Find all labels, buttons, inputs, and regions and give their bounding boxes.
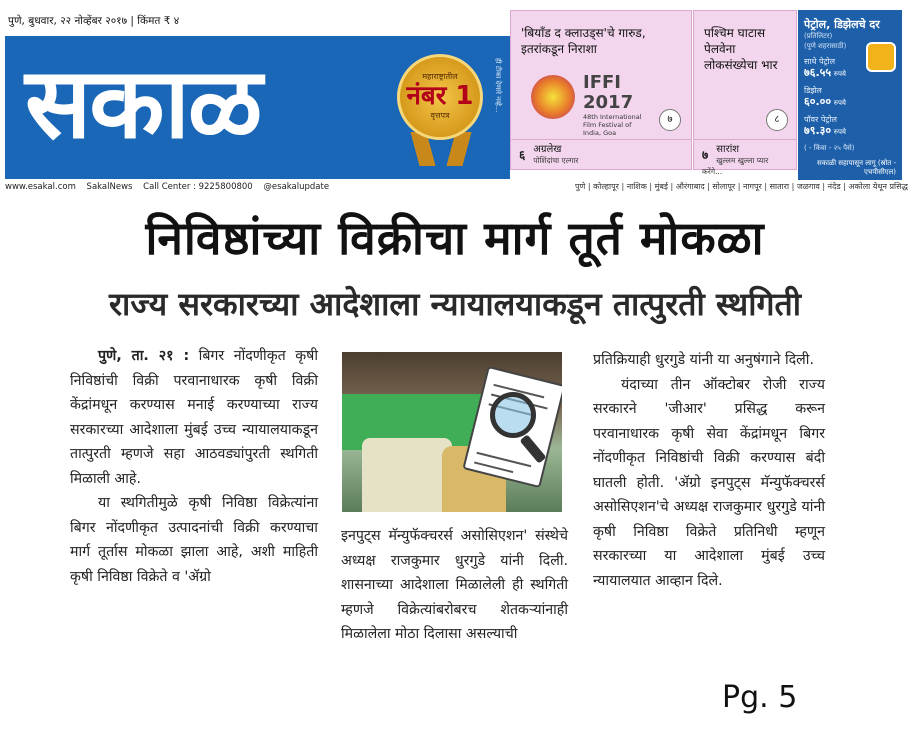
fuel-price: ७६.५५ (804, 66, 832, 79)
fuel-unit: रुपये (833, 70, 846, 78)
article-dateline: पुणे, ता. २१ : (98, 348, 190, 364)
number-one-badge (397, 54, 483, 140)
fuel-unit: रुपये (833, 128, 846, 136)
promo-footer-title: सारांश (716, 144, 740, 155)
article-column-3 (593, 348, 825, 593)
masthead-dateline: पुणे, बुधवार, २२ नोव्हेंबर २०१७ | किंमत ₹ ४ (8, 15, 180, 27)
promo-footer (694, 139, 796, 176)
promo-footer-page: ६ (519, 148, 526, 162)
promo-page-number: ७ (659, 109, 681, 131)
masthead (5, 6, 908, 194)
social-link[interactable]: SakalNews (86, 182, 133, 192)
fuel-city: (पुणे शहरासाठी) (804, 42, 847, 50)
article-photo (342, 352, 562, 512)
call-center-text: Call Center : 9225800800 (143, 182, 253, 192)
fuel-credit: सकाळी सहापासून लागू (स्रोत - एचपीसीएल) (817, 159, 896, 176)
promo-footer-title: अग्रलेख (533, 144, 562, 155)
promo-footer-text: पोशिंदांचा एल्गार (533, 156, 579, 165)
fuel-subtitle: (प्रतिलिटर) (804, 32, 833, 40)
promo-footer (511, 139, 691, 169)
article-paragraph (70, 344, 318, 491)
fuel-unit: रुपये (833, 99, 846, 107)
iffi-caption (583, 73, 643, 137)
fuel-label: पॉवर पेट्रोल (804, 115, 837, 124)
fuel-row (804, 114, 896, 138)
update-handle[interactable]: @esakalupdate (263, 182, 330, 192)
article-column-2 (341, 524, 568, 647)
promo-box-iffi[interactable] (510, 10, 692, 170)
article-headline: निविष्ठांच्या विक्रीचा मार्ग तूर्त मोकळा (145, 211, 765, 265)
fuel-pump-icon (866, 42, 896, 72)
article-subheadline: राज्य सरकारच्या आदेशाला न्यायालयाकडून तात्पुरती स्थगिती (108, 285, 802, 323)
fuel-price-box (798, 10, 902, 180)
fuel-label: साधे पेट्रोल (804, 57, 836, 66)
iffi-year: IFFI 2017 (583, 72, 634, 113)
fuel-label: डिझेल (804, 86, 822, 95)
fuel-price: ७९.३० (804, 124, 832, 137)
article-paragraph: यंदाच्या तीन ऑक्टोबर रोजी राज्य सरकारने 'जीआर' प्रसिद्ध करून परवानाधारक कृषी सेवा केंद्रांमधून बिगर नोंदणीकृत निविष्ठांची विक्री करण्यास बंदी घातली होती. 'ॲग्रो इनपुट्स मॅन्युफॅक्चरर्स असोसिएशन'चे अध्यक्ष राजकुमार धुरगुडे यांनी कृषी निविष्ठा विक्रेते प्रतिनिधी म्हणून सरकारच्या या आदेशाला मुंबई उच्च न्यायालयात आव्हान दिले. (593, 376, 825, 589)
promo-footer-text: खुल्लम खुल्ला प्यार करेंगे... (702, 156, 769, 176)
article-paragraph: इनपुट्स मॅन्युफॅक्चरर्स असोसिएशन' संस्थेचे अध्यक्ष राजकुमार धुरगुडे यांनी दिली. शासनाच्या आदेशाला मिळालेली ही स्थगिती म्हणजे विक्रेत्यांबरोबरच शेतकऱ्यांनाही मिळालेला मोठा दिलासा असल्याची (341, 528, 568, 642)
badge-bottom-text: वृत्तपत्र (430, 111, 450, 120)
contact-bar (5, 180, 908, 194)
article-paragraph: प्रतिक्रियाही धुरगुडे यांनी या अनुषंगाने दिली. (593, 352, 814, 368)
article-column-1 (70, 344, 318, 589)
promo-title: 'बियाँड द क्लाउड्स'चे गारुड, इतरांकडून निराशा (521, 26, 646, 56)
promo-footer-page: ७ (702, 148, 709, 162)
masthead-band (5, 36, 510, 179)
iffi-caption-text: 48th International Film Festival of India, Goa (583, 113, 642, 137)
edition-cities: पुणे | कोल्हापूर | नाशिक | मुंबई | औरंगाबाद | सोलापूर | नागपूर | सातारा | जळगाव | नंदेड | अकोला येथून प्रसिद्ध (575, 182, 908, 191)
promo-title: पश्चिम घाटास पेलवेना लोकसंख्येचा भार (704, 26, 778, 72)
promo-box-western-ghats[interactable] (693, 10, 797, 176)
article-paragraph: या स्थगितीमुळे कृषी निविष्ठा विक्रेत्यांना बिगर नोंदणीकृत उत्पादनांची विक्री करण्याचा मार्ग तूर्तास मोकळा झाला आहे, अशी माहिती कृषी निविष्ठा विक्रेते व 'ॲग्रो (70, 495, 318, 585)
iffi-flower-icon (531, 75, 575, 119)
website-link[interactable]: www.esakal.com (5, 182, 76, 192)
fuel-title: पेट्रोल, डिझेलचे दर (804, 18, 880, 31)
badge-main-text: नंबर 1 (406, 81, 474, 111)
magnifying-glass-icon (490, 392, 536, 438)
masthead-side-text: ही टीका देणारे नव्हे... (494, 58, 502, 113)
fuel-row (804, 85, 896, 109)
article-text: बिगर नोंदणीकृत कृषी निविष्ठांची विक्री परवानाधारक कृषी विक्री केंद्रांमधून करण्यास मनाई करण्याच्या राज्य सरकारच्या आदेशाला मुंबई उच्च न्यायालयाकडून तात्पुरती म्हणजे सहा आठवड्यांपुरती स्थगिती मिळाली आहे. (70, 348, 318, 487)
promo-page-number: ८ (766, 109, 788, 131)
fuel-price: ६०.०० (804, 95, 832, 108)
page-label: Pg. 5 (722, 680, 798, 715)
sakal-logo: सकाळ (25, 47, 261, 161)
fuel-note: ( - किंवा - २५ पैसे) (804, 144, 855, 152)
badge-top-text: महाराष्ट्रातील (422, 72, 458, 81)
